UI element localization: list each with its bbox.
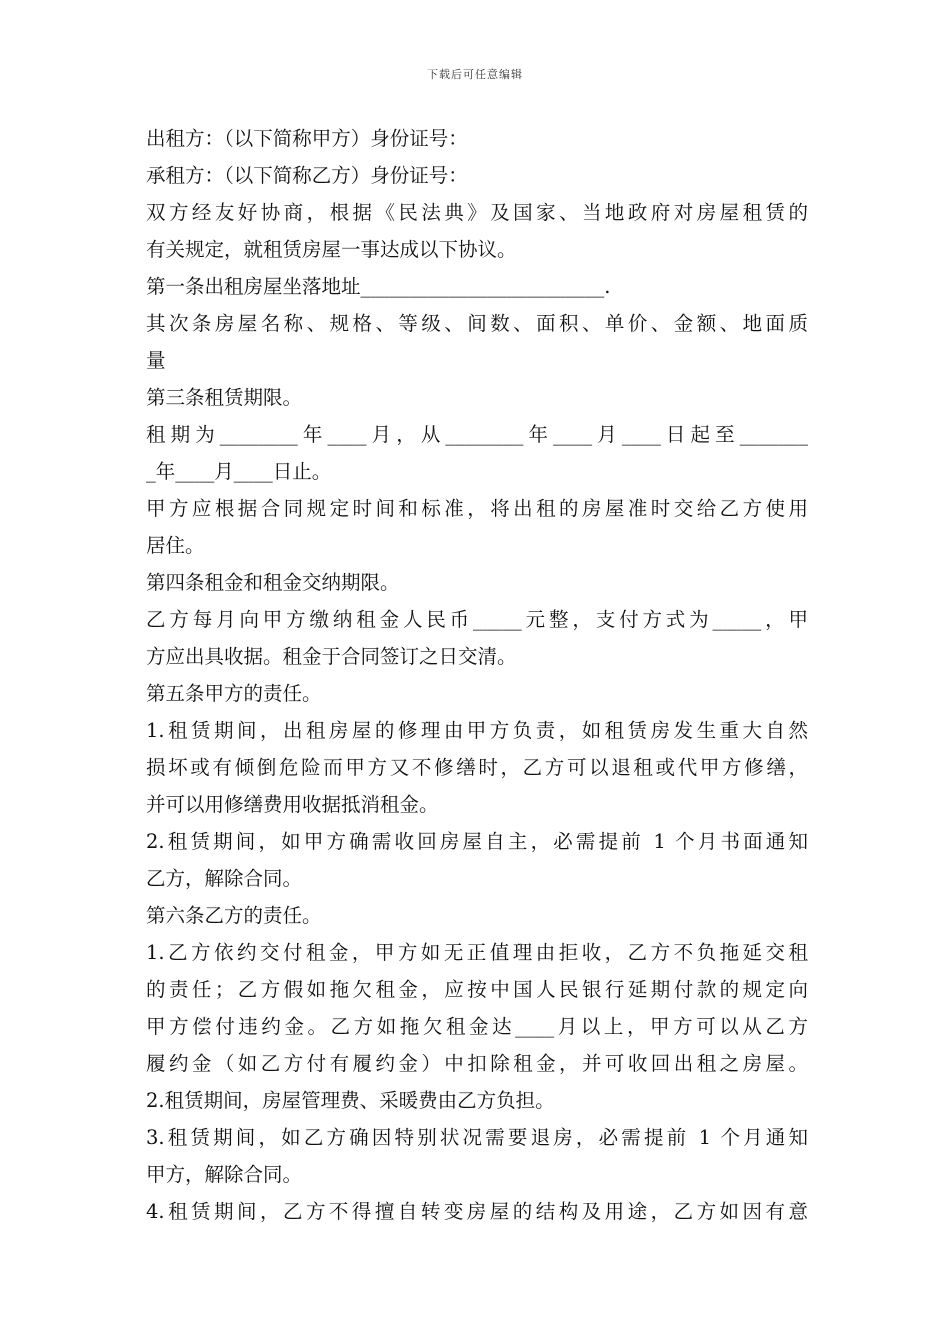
clause-heading: 第四条租金和租金交纳期限。	[146, 571, 400, 594]
text-line: 乙方，解除合同。	[146, 867, 303, 890]
text-line: 甲方，解除合同。	[146, 1163, 303, 1186]
text-line: 履约金（如乙方付有履约金）中扣除租金，并可收回出租之房屋。	[146, 1052, 808, 1075]
clause-heading: 第六条乙方的责任。	[146, 904, 322, 927]
text-line: 4.租赁期间，乙方不得擅自转变房屋的结构及用途，乙方如因有意	[146, 1200, 808, 1223]
text-line: 损坏或有倾倒危险而甲方又不修缮时，乙方可以退租或代甲方修缮，	[146, 756, 808, 779]
text-line: 乙方每月向甲方缴纳租金人民币_____元整，支付方式为_____，甲	[146, 608, 808, 631]
text-line: 甲方偿付违约金。乙方如拖欠租金达____月以上，甲方可以从乙方	[146, 1015, 808, 1038]
clause-heading: 第五条甲方的责任。	[146, 682, 322, 705]
page-header-note: 下载后可任意编辑	[427, 68, 523, 81]
text-line: 居住。	[146, 534, 205, 557]
text-line: 的责任；乙方假如拖欠租金，应按中国人民银行延期付款的规定向	[146, 978, 808, 1001]
text-line: 承租方：（以下简称乙方）身份证号：	[146, 164, 468, 187]
text-line: 并可以用修缮费用收据抵消租金。	[146, 793, 439, 816]
text-line: 有关规定，就租赁房屋一事达成以下协议。	[146, 238, 517, 261]
text-line: 量	[146, 349, 166, 372]
text-line: 1.乙方依约交付租金，甲方如无正值理由拒收，乙方不负拖延交租	[146, 941, 808, 964]
text-line: 1.租赁期间，出租房屋的修理由甲方负责，如租赁房发生重大自然	[146, 719, 808, 742]
text-line: _年____月____日止。	[146, 460, 332, 483]
clause-heading: 第三条租赁期限。	[146, 386, 303, 409]
contract-body	[146, 120, 808, 1230]
text-line: 租期为________年____月，从________年____月____日起至_______	[146, 423, 808, 446]
text-line: 甲方应根据合同规定时间和标准，将出租的房屋准时交给乙方使用	[146, 497, 808, 520]
text-line: 方应出具收据。租金于合同签订之日交清。	[146, 645, 517, 668]
text-line: 3.租赁期间，如乙方确因特别状况需要退房，必需提前 1 个月通知	[146, 1126, 808, 1149]
text-line: 双方经友好协商，根据《民法典》及国家、当地政府对房屋租赁的	[146, 201, 808, 224]
clause-heading: 其次条房屋名称、规格、等级、间数、面积、单价、金额、地面质	[146, 312, 808, 335]
clause-heading: 第一条出租房屋坐落地址_________________________.	[146, 275, 611, 298]
text-line: 2.租赁期间，如甲方确需收回房屋自主，必需提前 1 个月书面通知	[146, 830, 808, 853]
text-line: 出租方：（以下简称甲方）身份证号：	[146, 127, 468, 150]
text-line: 2.租赁期间，房屋管理费、采暖费由乙方负担。	[146, 1089, 555, 1112]
